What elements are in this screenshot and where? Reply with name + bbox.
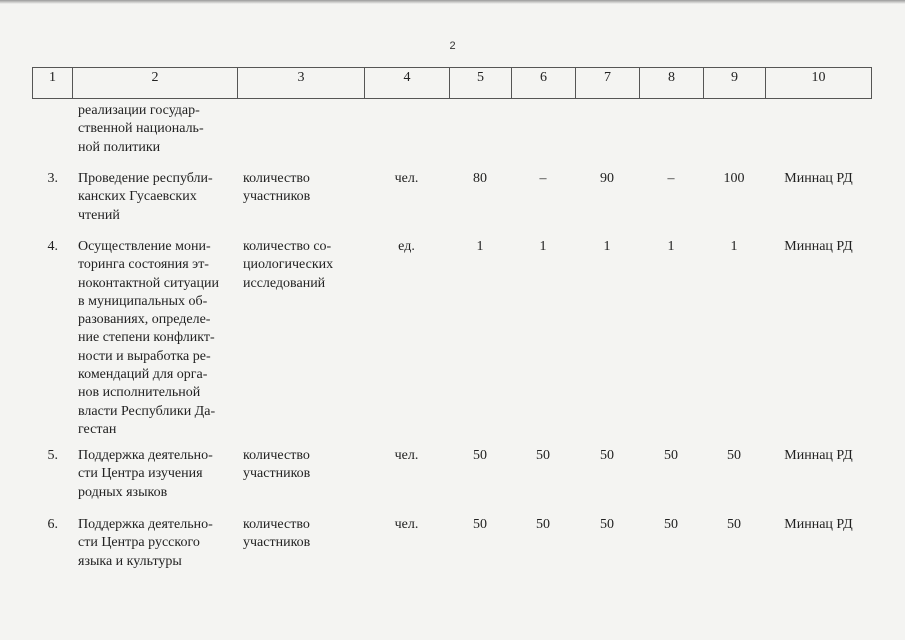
value-col-6: 50 <box>536 448 550 463</box>
column-header-8: 8 <box>639 68 703 98</box>
column-header-4: 4 <box>364 68 449 98</box>
value-col-9: 100 <box>723 171 745 186</box>
unit: чел. <box>394 517 419 532</box>
unit: чел. <box>394 171 419 186</box>
continuation-line: реализации государ- <box>78 103 200 118</box>
page-number: 2 <box>449 40 456 52</box>
event-name-line: торинга состояния эт- <box>78 257 209 273</box>
column-header-3: 3 <box>237 68 364 98</box>
executor: Миннац РД <box>784 517 853 532</box>
value-col-7: 50 <box>600 448 614 463</box>
indicator-line: количество <box>243 448 310 463</box>
indicator-line: количество со- <box>243 239 332 254</box>
indicator <box>243 170 359 207</box>
value-col-6: 50 <box>536 517 550 532</box>
indicator <box>243 447 359 484</box>
continuation-line: ной политики <box>78 139 161 155</box>
value-col-7: 90 <box>600 171 614 186</box>
column-header-1: 1 <box>32 68 72 98</box>
value-col-9: 50 <box>727 517 741 532</box>
event-name <box>78 238 232 439</box>
value-col-9: 1 <box>730 239 738 254</box>
event-name-line: сти Центра изучения <box>78 466 203 482</box>
value-col-5: 1 <box>476 239 484 254</box>
event-name-line: Поддержка деятельно- <box>78 517 213 532</box>
event-name-line: в муниципальных об- <box>78 293 208 309</box>
column-header-2: 2 <box>72 68 237 98</box>
event-name <box>78 170 232 225</box>
unit: ед. <box>398 239 415 254</box>
executor: Миннац РД <box>784 171 853 186</box>
indicator-line: количество <box>243 171 310 186</box>
event-name <box>78 516 232 571</box>
event-name-line: ние степени конфликт- <box>78 330 215 346</box>
value-col-5: 50 <box>473 517 487 532</box>
column-header-7: 7 <box>575 68 639 98</box>
value-col-8: 50 <box>664 448 678 463</box>
column-header-10: 10 <box>765 68 872 98</box>
row-number: 6. <box>47 517 58 532</box>
row-number: 4. <box>47 239 58 254</box>
indicator-line: участников <box>243 535 311 551</box>
value-col-9: 50 <box>727 448 741 463</box>
value-col-7: 1 <box>603 239 611 254</box>
event-name-line: власти Республики Да- <box>78 403 216 419</box>
event-name-line: канских Гусаевских <box>78 189 197 205</box>
indicator-line: количество <box>243 517 310 532</box>
event-name-line: гестан <box>78 421 117 437</box>
indicator-line: участников <box>243 466 311 482</box>
value-col-6: 1 <box>539 239 547 254</box>
continuation-text <box>78 102 232 157</box>
indicator <box>243 516 359 553</box>
row-number: 3. <box>47 171 58 186</box>
value-col-7: 50 <box>600 517 614 532</box>
value-col-8: 1 <box>667 239 675 254</box>
continuation-line: ственной националь- <box>78 121 204 137</box>
event-name-line: родных языков <box>78 484 168 500</box>
column-header-6: 6 <box>511 68 575 98</box>
indicator <box>243 238 359 293</box>
row-number: 5. <box>47 448 58 463</box>
table-header <box>32 67 872 99</box>
value-col-5: 50 <box>473 448 487 463</box>
event-name-line: Осуществление мони- <box>78 239 211 254</box>
event-name-line: Поддержка деятельно- <box>78 448 213 463</box>
event-name-line: ности и выработка ре- <box>78 348 211 364</box>
executor: Миннац РД <box>784 448 853 463</box>
event-name-line: чтений <box>78 207 120 223</box>
event-name-line: Проведение республи- <box>78 171 213 186</box>
indicator-line: исследований <box>243 275 326 291</box>
event-name-line: нов исполнительной <box>78 385 201 401</box>
column-header-5: 5 <box>449 68 511 98</box>
value-col-8: 50 <box>664 517 678 532</box>
indicator-line: участников <box>243 189 311 205</box>
unit: чел. <box>394 448 419 463</box>
executor: Миннац РД <box>784 239 853 254</box>
event-name-line: комендаций для орга- <box>78 367 208 383</box>
value-col-6: – <box>539 171 547 186</box>
event-name-line: сти Центра русского <box>78 535 200 551</box>
event-name-line: языка и культуры <box>78 553 182 569</box>
event-name <box>78 447 232 502</box>
value-col-8: – <box>667 171 675 186</box>
value-col-5: 80 <box>473 171 487 186</box>
event-name-line: ноконтактной ситуации <box>78 275 219 291</box>
indicator-line: циологических <box>243 257 334 273</box>
page-edge-shadow <box>0 0 905 4</box>
column-header-9: 9 <box>703 68 765 98</box>
event-name-line: разованиях, определе- <box>78 312 211 328</box>
